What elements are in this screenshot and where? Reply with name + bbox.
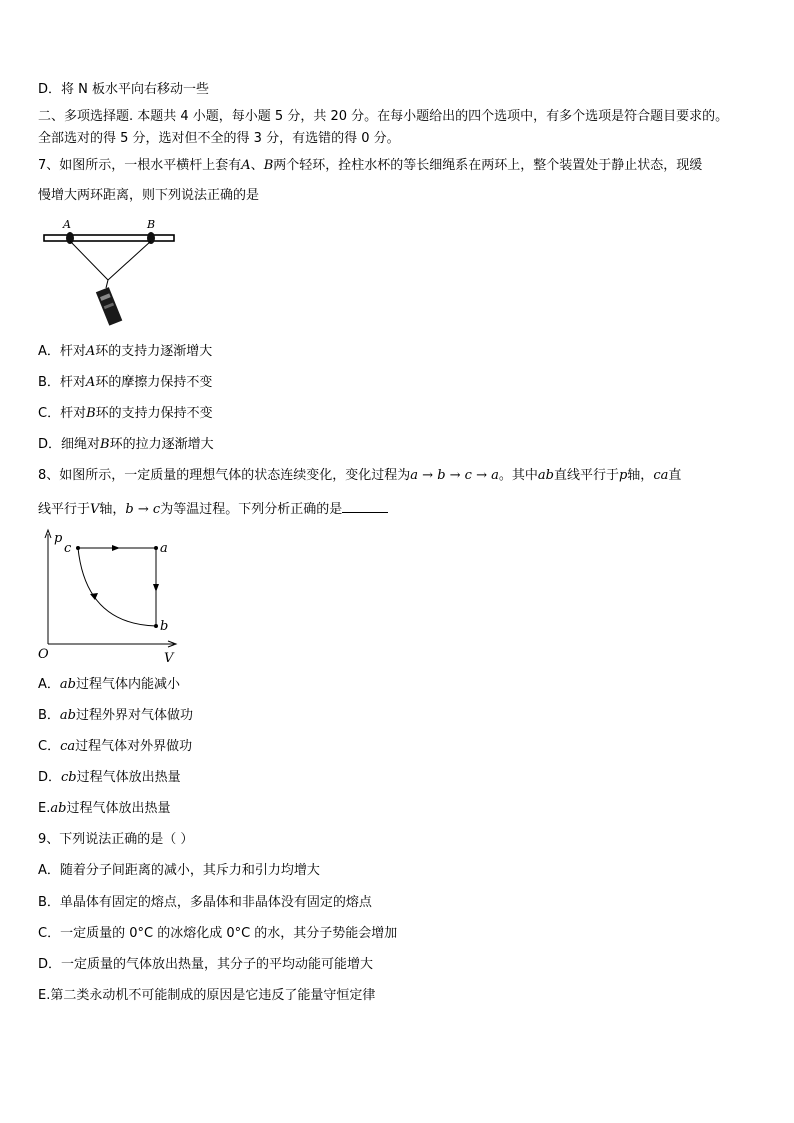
q8-stem-text-7: 轴， xyxy=(99,502,126,517)
q8-option-b-prefix: B． xyxy=(38,708,60,723)
q8-option-c-text: 过程气体对外界做功 xyxy=(75,739,193,754)
v-axis-label: V xyxy=(164,651,174,666)
q7-option-b[interactable] xyxy=(38,375,212,391)
q8-ab-var: ab xyxy=(537,468,554,483)
origin-label: O xyxy=(38,647,49,662)
q7-stem-line1 xyxy=(38,158,702,174)
q7-option-c[interactable] xyxy=(38,406,213,422)
answer-blank[interactable] xyxy=(342,500,388,513)
q9-stem: 9、下列说法正确的是（ ） xyxy=(38,832,194,847)
q8-option-c-prefix: C． xyxy=(38,739,61,754)
ring-b-label: B xyxy=(147,218,156,231)
string-a xyxy=(70,241,108,280)
q7-option-a-text: 环的支持力逐渐增大 xyxy=(95,344,213,359)
q9-option-c[interactable]: C．一定质量的 0°C 的冰熔化成 0°C 的水，其分子势能会增加 xyxy=(38,926,398,941)
q7-stem-text: 7、如图所示，一根水平横杆上套有 xyxy=(38,158,242,173)
q8-stem-text-4: 轴， xyxy=(627,468,654,483)
string-down xyxy=(106,280,108,288)
q8-option-c-var: ca xyxy=(60,739,76,754)
q8-option-b-var: ab xyxy=(59,708,76,723)
ring-a-label: A xyxy=(63,218,71,231)
q7-option-b-prefix: B．杆对 xyxy=(38,375,86,390)
q7-option-d-text: 环的拉力逐渐增大 xyxy=(109,437,214,452)
q8-process-formula: a → b → c → a xyxy=(410,468,499,483)
q8-option-c[interactable] xyxy=(38,739,192,755)
q8-bc-formula: b → c xyxy=(125,502,161,517)
q7-stem-line2: 慢增大两环距离，则下列说法正确的是 xyxy=(38,188,260,203)
q7-option-a-prefix: A．杆对 xyxy=(38,344,86,359)
q8-stem-text-8: 为等温过程。下列分析正确的是 xyxy=(160,502,343,517)
path-bc xyxy=(78,548,156,626)
point-b xyxy=(154,624,158,628)
q8-option-e-var: ab xyxy=(50,801,67,816)
q7-option-d-var: B xyxy=(100,437,110,452)
p-axis-label: p xyxy=(54,531,63,546)
q7-ring-b-var: B xyxy=(263,158,274,173)
q8-option-b[interactable] xyxy=(38,708,193,724)
q8-p-var: p xyxy=(618,468,628,483)
q9-option-d[interactable]: D．一定质量的气体放出热量，其分子的平均动能可能增大 xyxy=(38,957,374,972)
arrow-ab xyxy=(153,584,159,592)
ring-a xyxy=(66,232,74,244)
q7-option-d[interactable] xyxy=(38,437,214,453)
q8-option-a-text: 过程气体内能减小 xyxy=(75,677,180,692)
q7-option-d-prefix: D．细绳对 xyxy=(38,437,101,452)
prev-question-option-d: D．将 N 板水平向右移动一些 xyxy=(38,82,209,97)
q8-option-d-prefix: D． xyxy=(38,770,62,785)
q8-option-e[interactable] xyxy=(38,801,170,817)
q8-stem-text-2: 。其中 xyxy=(498,468,538,483)
q9-option-a[interactable]: A．随着分子间距离的减小，其斥力和引力均增大 xyxy=(38,863,320,878)
q8-stem-text: 8、如图所示，一定质量的理想气体的状态连续变化，变化过程为 xyxy=(38,468,411,483)
q8-option-d[interactable] xyxy=(38,770,181,786)
q7-option-a-var: A xyxy=(85,344,96,359)
q8-pv-diagram xyxy=(34,528,184,670)
q7-option-b-var: A xyxy=(85,375,96,390)
q7-figure xyxy=(40,218,180,330)
q7-option-a[interactable] xyxy=(38,344,212,360)
q8-stem-text-3: 直线平行于 xyxy=(553,468,619,483)
q8-stem-line2 xyxy=(38,500,388,518)
string-b xyxy=(108,241,151,280)
point-b-label: b xyxy=(160,619,169,634)
q7-option-c-var: B xyxy=(86,406,96,421)
q8-stem-line1 xyxy=(38,468,681,484)
q8-option-a[interactable] xyxy=(38,677,180,693)
q7-option-b-text: 环的摩擦力保持不变 xyxy=(95,375,213,390)
q8-stem-text-5: 直 xyxy=(668,468,682,483)
point-a xyxy=(154,546,158,550)
q8-stem-text-6: 线平行于 xyxy=(38,502,91,517)
q8-option-e-prefix: E. xyxy=(38,801,51,816)
section-header-line2: 全部选对的得 5 分，选对但不全的得 3 分，有选错的得 0 分。 xyxy=(38,131,400,146)
q8-option-e-text: 过程气体放出热量 xyxy=(66,801,171,816)
q9-option-b[interactable]: B．单晶体有固定的熔点，多晶体和非晶体没有固定的熔点 xyxy=(38,895,372,910)
q7-option-c-text: 环的支持力保持不变 xyxy=(95,406,213,421)
q8-option-d-var: cb xyxy=(61,770,77,785)
q8-ca-var: ca xyxy=(653,468,669,483)
ring-b xyxy=(147,232,155,244)
section-header-line1: 二、多项选择题. 本题共 4 小题，每小题 5 分，共 20 分。在每小题给出的四个选项中，有多个选项是符合题目要求的。 xyxy=(38,109,729,124)
arrow-ca xyxy=(112,545,120,551)
q8-v-var: V xyxy=(90,502,100,517)
q8-option-d-text: 过程气体放出热量 xyxy=(76,770,181,785)
q8-option-a-prefix: A． xyxy=(38,677,60,692)
q7-ring-a-var: A xyxy=(241,158,251,173)
point-c xyxy=(76,546,80,550)
q7-stem-text-cont: 两个轻环，拴柱水杯的等长细绳系在两环上，整个装置处于静止状态，现缓 xyxy=(273,158,703,173)
point-a-label: a xyxy=(160,541,168,556)
q7-sep: 、 xyxy=(250,158,264,173)
arrow-bc xyxy=(90,593,98,600)
q8-option-b-text: 过程外界对气体做功 xyxy=(76,708,194,723)
q7-option-c-prefix: C．杆对 xyxy=(38,406,87,421)
q9-option-e[interactable]: E.第二类永动机不可能制成的原因是它违反了能量守恒定律 xyxy=(38,988,376,1003)
point-c-label: c xyxy=(64,541,72,556)
cup xyxy=(96,287,122,326)
q8-option-a-var: ab xyxy=(59,677,76,692)
